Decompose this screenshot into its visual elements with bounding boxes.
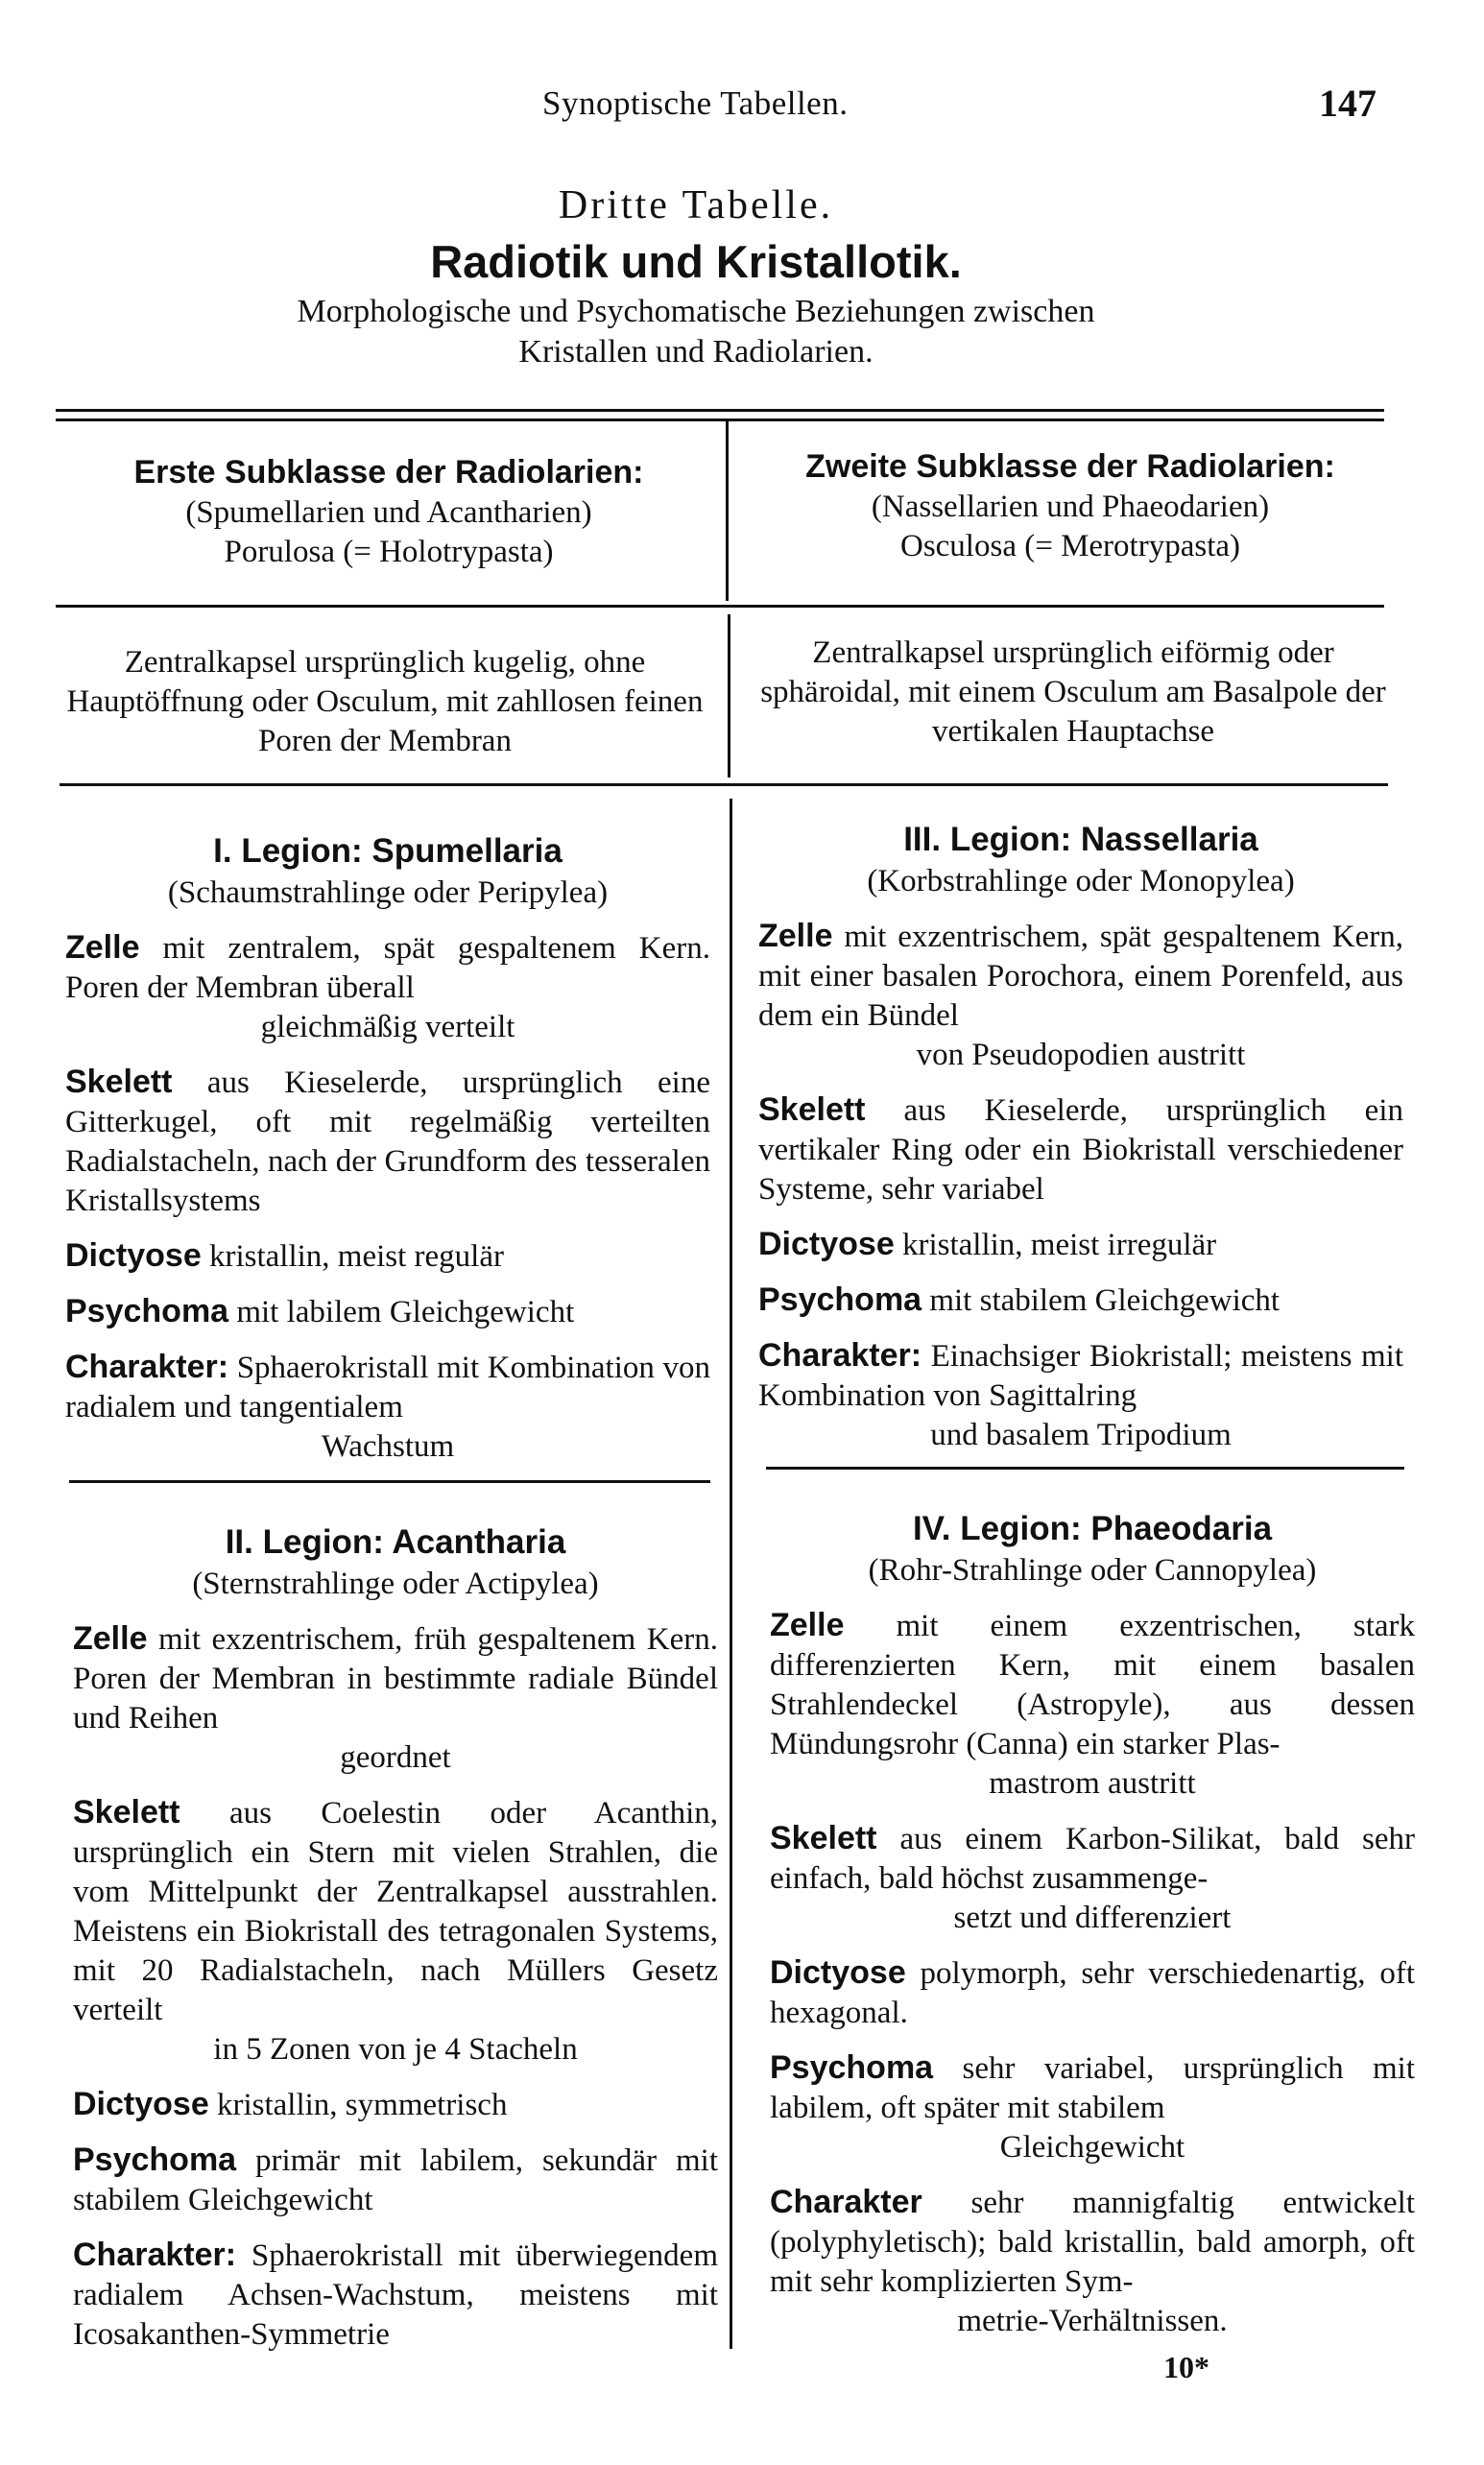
legion-4-title: IV. Legion: Phaeodaria bbox=[912, 1510, 1273, 1547]
zelle-text-end: geordnet bbox=[340, 1740, 451, 1775]
dictyose-term: Dictyose bbox=[65, 1237, 202, 1274]
legion-2-charakter bbox=[73, 2236, 718, 2355]
charakter-text: Sphaerokristall mit Kombination von radialem und tangentialem bbox=[65, 1351, 711, 1424]
legion-4-subtitle: (Rohr-Strahlinge oder Cannopylea) bbox=[868, 1553, 1317, 1588]
column-divider-legions bbox=[730, 799, 732, 2349]
legion-2-psychoma bbox=[73, 2141, 718, 2220]
charakter-text: Einachsiger Biokristall; meistens mit Kombination von Sagittalring bbox=[758, 1339, 1403, 1413]
legion-4-dictyose bbox=[770, 1953, 1415, 2033]
zelle-text-end: gleichmäßig verteilt bbox=[260, 1010, 515, 1044]
legion-3-subtitle: (Korbstrahlinge oder Monopylea) bbox=[867, 864, 1295, 898]
dictyose-text: kristallin, meist regulär bbox=[208, 1239, 504, 1274]
dictyose-term: Dictyose bbox=[758, 1226, 895, 1262]
rule-after-capsule bbox=[60, 783, 1388, 786]
legion-2-dictyose bbox=[73, 2085, 718, 2125]
legion-1-section bbox=[65, 829, 710, 1467]
legion-2-title: II. Legion: Acantharia bbox=[225, 1523, 566, 1561]
right-subclass bbox=[739, 445, 1401, 566]
psychoma-text: sehr variabel, ursprünglich mit labilem, oft später mit stabilem bbox=[770, 2051, 1416, 2125]
column-divider-capsule bbox=[728, 614, 730, 778]
charakter-text-end: Wachstum bbox=[321, 1429, 455, 1464]
skelett-term: Skelett bbox=[770, 1820, 877, 1856]
legion-4-psychoma bbox=[770, 2048, 1415, 2167]
left-central-capsule: Zentralkapsel ursprünglich kugelig, ohne Hauptöffnung oder Osculum, mit zahllosen feinen Poren der Membran bbox=[66, 645, 704, 758]
charakter-text: Sphaerokristall mit überwiegendem radialem Achsen-Wachstum, meistens mit Icosakanthen-Symmetrie bbox=[73, 2238, 718, 2352]
left-subclass-members: (Spumellarien und Acantharien) bbox=[185, 495, 592, 530]
legion-1-zelle bbox=[65, 928, 710, 1047]
legion-2-skelett bbox=[73, 1793, 718, 2070]
legion-4-section bbox=[770, 1507, 1415, 2341]
charakter-term: Charakter bbox=[770, 2184, 922, 2220]
legion-3-title: III. Legion: Nassellaria bbox=[903, 821, 1258, 858]
zelle-text-end: mastrom austritt bbox=[989, 1766, 1196, 1801]
right-subclass-members: (Nassellarien und Phaeodarien) bbox=[871, 490, 1270, 524]
zelle-term: Zelle bbox=[758, 918, 833, 954]
legion-1-charakter bbox=[65, 1348, 710, 1467]
top-double-rule-2 bbox=[56, 419, 1384, 421]
legion-2-subtitle: (Sternstrahlinge oder Actipylea) bbox=[192, 1567, 599, 1601]
dictyose-text: kristallin, symmetrisch bbox=[216, 2088, 508, 2122]
legion-2-zelle bbox=[73, 1619, 718, 1778]
running-head: Synoptische Tabellen. bbox=[542, 84, 849, 122]
zelle-term: Zelle bbox=[65, 929, 140, 966]
legion-3-section bbox=[758, 818, 1403, 1455]
psychoma-text: primär mit labilem, sekundär mit stabilem Gleichgewicht bbox=[73, 2143, 718, 2217]
left-subclass bbox=[58, 451, 720, 572]
left-subclass-group: Porulosa (= Holotrypasta) bbox=[224, 535, 554, 569]
subtitle-line-2: Kristallen und Radiolarien. bbox=[518, 334, 874, 370]
dictyose-text: kristallin, meist irregulär bbox=[901, 1228, 1217, 1262]
skelett-term: Skelett bbox=[758, 1091, 866, 1128]
legion-2-section bbox=[73, 1520, 718, 2355]
title-block bbox=[192, 179, 1200, 372]
skelett-text: aus einem Karbon-Silikat, bald sehr einfach, bald höchst zusammenge- bbox=[770, 1822, 1416, 1896]
legion-3-dictyose bbox=[758, 1225, 1403, 1265]
legion-3-zelle bbox=[758, 917, 1403, 1075]
psychoma-text-end: Gleichgewicht bbox=[999, 2130, 1185, 2165]
dictyose-term: Dictyose bbox=[73, 2086, 209, 2122]
zelle-text: mit exzentrischem, früh gespaltenem Kern. Poren der Membran in bestimmte radiale Bündel und Reihen bbox=[73, 1622, 718, 1735]
zelle-text: mit zentralem, spät gespaltenem Kern. Poren der Membran überall bbox=[65, 931, 711, 1005]
legion-4-zelle bbox=[770, 1606, 1415, 1804]
signature-mark: 10* bbox=[1163, 2350, 1209, 2384]
right-central-capsule: Zentralkapsel ursprünglich eiförmig oder sphäroidal, mit einem Osculum am Basalpole der vertikalen Hauptachse bbox=[760, 635, 1386, 749]
page-title: Radiotik und Kristallotik. bbox=[430, 236, 962, 287]
right-subclass-title: Zweite Subklasse der Radiolarien: bbox=[805, 448, 1335, 485]
top-double-rule-1 bbox=[56, 409, 1384, 412]
skelett-text: aus Coelestin oder Acanthin, ursprünglich ein Stern mit vielen Strahlen, die vom Mittelpunkt der Zentralkapsel ausstrahlen. Meistens ein Biokristall des tetragonalen Systems, mit 20 Radialstacheln, nach Müllers Gesetz verteilt bbox=[73, 1796, 719, 2027]
zelle-text: mit einem exzentrischen, stark differenzierten Kern, mit einem basalen Strahlendeckel (Astropyle), aus dessen Mündungsrohr (Canna) ein starker Plas- bbox=[770, 1609, 1416, 1761]
dictyose-term: Dictyose bbox=[770, 1954, 906, 1991]
rule-after-subclass bbox=[56, 605, 1384, 608]
charakter-term: Charakter: bbox=[73, 2237, 237, 2273]
right-subclass-group: Osculosa (= Merotrypasta) bbox=[899, 529, 1240, 563]
rule-left-after-legion1 bbox=[69, 1480, 710, 1483]
legion-4-charakter bbox=[770, 2183, 1415, 2341]
charakter-term: Charakter: bbox=[758, 1337, 922, 1374]
zelle-term: Zelle bbox=[770, 1607, 845, 1643]
zelle-term: Zelle bbox=[73, 1620, 148, 1657]
legion-1-psychoma bbox=[65, 1292, 710, 1332]
psychoma-text: mit labilem Gleichgewicht bbox=[236, 1295, 575, 1329]
psychoma-term: Psychoma bbox=[758, 1281, 922, 1318]
dictyose-text: polymorph, sehr verschiedenartig, oft hexagonal. bbox=[770, 1956, 1415, 2030]
legion-1-dictyose bbox=[65, 1236, 710, 1277]
psychoma-term: Psychoma bbox=[65, 1293, 229, 1329]
table-label: Dritte Tabelle. bbox=[558, 183, 834, 227]
skelett-text-end: in 5 Zonen von je 4 Stacheln bbox=[213, 2032, 578, 2067]
charakter-text: sehr mannigfaltig entwickelt (polyphyletisch); bald kristallin, bald amorph, oft mit sehr komplizierten Sym- bbox=[770, 2186, 1415, 2299]
skelett-term: Skelett bbox=[73, 1794, 180, 1831]
legion-3-charakter bbox=[758, 1336, 1403, 1455]
page-number: 147 bbox=[1319, 82, 1376, 125]
zelle-text: mit exzentrischem, spät gespaltenem Kern, mit einer basalen Porochora, einem Porenfeld, aus dem ein Bündel bbox=[758, 920, 1403, 1033]
psychoma-term: Psychoma bbox=[73, 2142, 237, 2178]
legion-3-psychoma bbox=[758, 1280, 1403, 1321]
legion-4-skelett bbox=[770, 1819, 1415, 1938]
column-divider-top bbox=[726, 419, 729, 601]
charakter-text-end: metrie-Verhältnissen. bbox=[957, 2304, 1228, 2338]
zelle-text-end: von Pseudopodien austritt bbox=[916, 1038, 1246, 1072]
legion-3-skelett bbox=[758, 1090, 1403, 1209]
charakter-text-end: und basalem Tripodium bbox=[930, 1418, 1232, 1452]
skelett-text: aus Kieselerde, ursprünglich ein vertikaler Ring oder ein Biokristall verschiedener Systeme, sehr variabel bbox=[758, 1093, 1403, 1207]
left-subclass-title: Erste Subklasse der Radiolarien: bbox=[133, 454, 644, 491]
skelett-text: aus Kieselerde, ursprünglich eine Gitterkugel, oft mit regelmäßig verteilten Radialstacheln, nach der Grundform des tesseralen Kristallsystems bbox=[65, 1065, 710, 1218]
skelett-text-end: setzt und differenziert bbox=[953, 1901, 1232, 1935]
charakter-term: Charakter: bbox=[65, 1349, 229, 1385]
legion-1-skelett bbox=[65, 1063, 710, 1221]
psychoma-text: mit stabilem Gleichgewicht bbox=[929, 1283, 1281, 1318]
legion-1-title: I. Legion: Spumellaria bbox=[213, 832, 562, 870]
legion-1-subtitle: (Schaumstrahlinge oder Peripylea) bbox=[167, 875, 609, 910]
psychoma-term: Psychoma bbox=[770, 2049, 934, 2086]
skelett-term: Skelett bbox=[65, 1064, 173, 1100]
rule-right-after-legion3 bbox=[766, 1467, 1404, 1470]
subtitle-line-1: Morphologische und Psychomatische Beziehungen zwischen bbox=[297, 294, 1095, 329]
